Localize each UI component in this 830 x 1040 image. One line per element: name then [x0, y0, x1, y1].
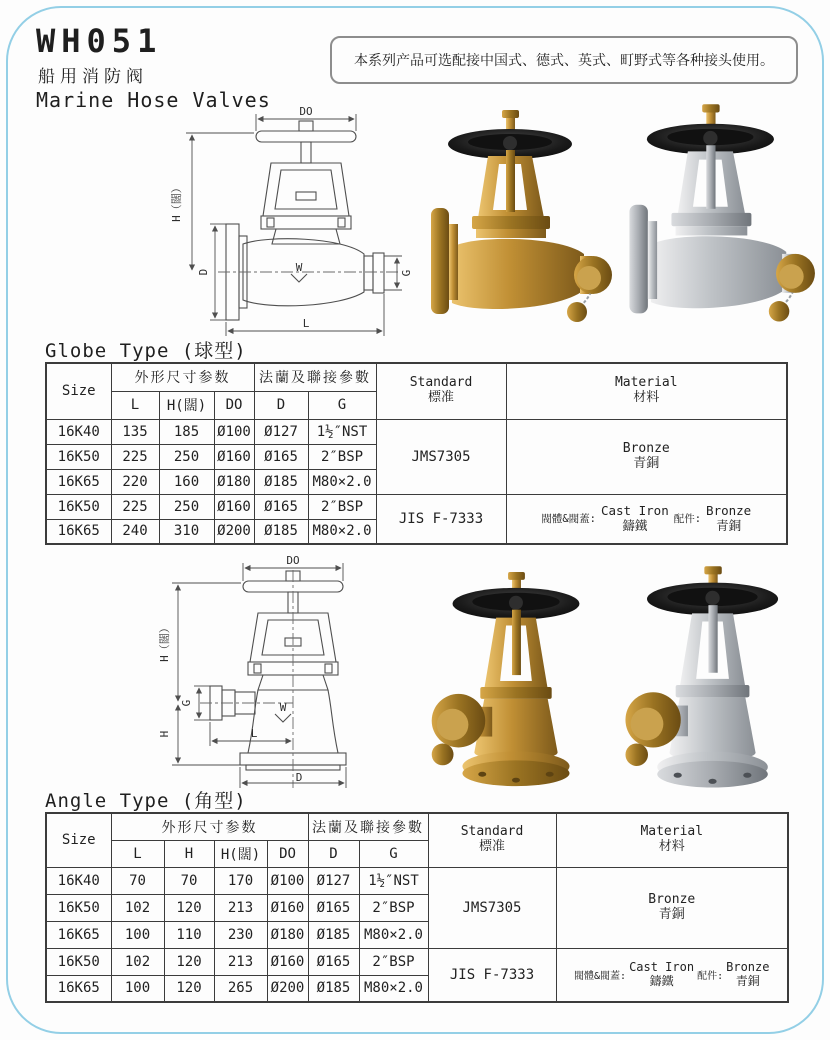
col-header-h: H(闊): [159, 391, 214, 419]
cell: 213: [214, 894, 267, 921]
material-cast-en: Cast Iron: [600, 503, 669, 519]
cell: 16K50: [46, 948, 111, 975]
cell: 310: [159, 519, 214, 544]
standard-en: Standard: [409, 375, 473, 391]
cell: Ø180: [214, 469, 254, 494]
standard-cn: 標准: [428, 390, 455, 406]
material-bronze-en: Bronze: [648, 891, 696, 907]
col-header-h: H: [164, 840, 214, 867]
col-header-size: Size: [46, 363, 111, 419]
angle-valve-photo-bronze: [412, 570, 617, 800]
cell: 16K65: [46, 469, 111, 494]
angle-type-table: [45, 812, 789, 1003]
col-header-material: [556, 813, 788, 867]
cell: 250: [159, 494, 214, 519]
cell: 16K65: [46, 975, 111, 1002]
cell: Ø200: [267, 975, 308, 1002]
standard-en: Standard: [460, 824, 524, 840]
cell: M80×2.0: [359, 921, 428, 948]
col-header-do: DO: [267, 840, 308, 867]
cell: Ø180: [267, 921, 308, 948]
cell: 16K40: [46, 867, 111, 894]
standard-value: JMS7305: [428, 867, 556, 948]
cell: M80×2.0: [308, 519, 376, 544]
cell: 110: [164, 921, 214, 948]
angle-valve-photo-steel: [606, 564, 816, 802]
table-row: [46, 867, 788, 894]
cell: 135: [111, 419, 159, 444]
cell: Ø165: [308, 948, 359, 975]
product-title-cn: 船用消防阀: [38, 67, 148, 87]
cell: 220: [111, 469, 159, 494]
col-header-d: D: [254, 391, 308, 419]
material-cn: 材料: [658, 839, 685, 855]
globe-valve-drawing: [168, 104, 416, 342]
cell: 70: [111, 867, 164, 894]
material-body-label: 閥體&閥蓋:: [541, 513, 596, 526]
col-header-g: G: [308, 391, 376, 419]
cell: 160: [159, 469, 214, 494]
section-label-globe: Globe Type (球型): [45, 340, 247, 362]
cell: 1½″NST: [359, 867, 428, 894]
table-row: [46, 419, 787, 444]
material-cast-cn: 鑄鐵: [622, 517, 648, 533]
material-fitting-en: Bronze: [706, 503, 752, 519]
cell: 120: [164, 975, 214, 1002]
material-en: Material: [614, 375, 678, 391]
material-fitting-label: 配件:: [673, 513, 702, 526]
col-header-d: D: [308, 840, 359, 867]
dim-label-do: DO: [299, 105, 313, 118]
cell: 2″BSP: [359, 894, 428, 921]
material-bronze-cn: 青銅: [658, 906, 685, 922]
dim-label-d: D: [197, 268, 210, 276]
dim-label-g: G: [180, 699, 193, 707]
cell: 16K50: [46, 494, 111, 519]
material-value: [506, 494, 787, 544]
dim-label-g: G: [400, 269, 413, 277]
globe-type-table: [45, 362, 788, 545]
cell: Ø185: [308, 921, 359, 948]
cell: Ø200: [214, 519, 254, 544]
table-row: [46, 948, 788, 975]
material-value: [556, 867, 788, 948]
col-header-size: Size: [46, 813, 111, 867]
compatibility-note: 本系列产品可选配接中国式、德式、英式、町野式等各种接头使用。: [330, 36, 798, 84]
cell: M80×2.0: [308, 469, 376, 494]
cell: Ø100: [214, 419, 254, 444]
cell: Ø165: [308, 894, 359, 921]
cell: 70: [164, 867, 214, 894]
cell: 2″BSP: [308, 494, 376, 519]
standard-cn: 標准: [478, 839, 505, 855]
cell: 16K50: [46, 894, 111, 921]
material-value: [556, 948, 788, 1002]
material-cast-cn: 鑄鐵: [649, 973, 674, 988]
dim-label-do: DO: [286, 554, 300, 567]
flow-mark-w: W: [279, 701, 287, 714]
material-cast-en: Cast Iron: [629, 959, 695, 974]
flow-mark-w: W: [295, 261, 303, 274]
cell: 225: [111, 494, 159, 519]
cell: 265: [214, 975, 267, 1002]
cell: 102: [111, 894, 164, 921]
material-cn: 材料: [633, 390, 660, 406]
col-header-l: L: [111, 840, 164, 867]
col-header-h-kuo: H(闊): [214, 840, 267, 867]
cell: 240: [111, 519, 159, 544]
cell: Ø185: [308, 975, 359, 1002]
cell: Ø185: [254, 519, 308, 544]
group-header-connection: 法蘭及聯接參數: [254, 363, 376, 391]
dim-label-l: L: [250, 727, 258, 740]
table-header-row: [46, 363, 787, 391]
material-fitting-en: Bronze: [726, 959, 770, 974]
cell: 16K40: [46, 419, 111, 444]
table-header-row: [46, 813, 788, 840]
cell: 2″BSP: [308, 444, 376, 469]
cell: 16K65: [46, 519, 111, 544]
cell: 2″BSP: [359, 948, 428, 975]
group-header-dimensions: 外形尺寸参数: [111, 813, 308, 840]
material-bronze-en: Bronze: [622, 440, 670, 456]
material-value: [506, 419, 787, 494]
dim-label-d: D: [295, 771, 303, 784]
cell: 16K50: [46, 444, 111, 469]
col-header-g: G: [359, 840, 428, 867]
group-header-dimensions: 外形尺寸参数: [111, 363, 254, 391]
cell: 250: [159, 444, 214, 469]
cell: 1½″NST: [308, 419, 376, 444]
table-row: [46, 494, 787, 519]
product-title-en: Marine Hose Valves: [36, 88, 271, 112]
cell: Ø160: [267, 894, 308, 921]
cell: 120: [164, 894, 214, 921]
angle-valve-drawing: [158, 550, 406, 792]
material-fitting-label: 配件:: [697, 971, 724, 983]
cell: Ø160: [214, 444, 254, 469]
group-header-connection: 法蘭及聯接參數: [308, 813, 428, 840]
cell: 185: [159, 419, 214, 444]
cell: Ø160: [267, 948, 308, 975]
cell: 225: [111, 444, 159, 469]
cell: Ø165: [254, 494, 308, 519]
dim-label-h-kuo: H（闊）: [158, 622, 171, 662]
standard-value: JIS F-7333: [428, 948, 556, 1002]
cell: M80×2.0: [359, 975, 428, 1002]
cell: 170: [214, 867, 267, 894]
standard-value: JIS F-7333: [376, 494, 506, 544]
material-body-label: 閥體&閥蓋:: [574, 971, 627, 983]
material-fitting-cn: 青銅: [716, 517, 742, 533]
dim-label-l: L: [302, 317, 310, 330]
material-fitting-cn: 青銅: [735, 973, 760, 988]
col-header-l: L: [111, 391, 159, 419]
material-en: Material: [640, 824, 704, 840]
material-bronze-cn: 青銅: [633, 455, 660, 471]
cell: Ø100: [267, 867, 308, 894]
cell: 102: [111, 948, 164, 975]
globe-valve-photo-bronze: [414, 106, 614, 334]
col-header-material: [506, 363, 787, 419]
dim-label-h: H: [158, 730, 171, 738]
cell: Ø185: [254, 469, 308, 494]
cell: 213: [214, 948, 267, 975]
product-model: WH051: [36, 22, 163, 60]
cell: Ø160: [214, 494, 254, 519]
globe-valve-photo-steel: [612, 100, 817, 334]
cell: Ø127: [308, 867, 359, 894]
cell: 100: [111, 921, 164, 948]
cell: Ø127: [254, 419, 308, 444]
cell: Ø165: [254, 444, 308, 469]
col-header-standard: [428, 813, 556, 867]
section-label-angle: Angle Type (角型): [45, 790, 247, 812]
dim-label-h: H（闊）: [170, 182, 183, 222]
cell: 100: [111, 975, 164, 1002]
standard-value: JMS7305: [376, 419, 506, 494]
cell: 120: [164, 948, 214, 975]
cell: 16K65: [46, 921, 111, 948]
col-header-do: DO: [214, 391, 254, 419]
col-header-standard: [376, 363, 506, 419]
cell: 230: [214, 921, 267, 948]
